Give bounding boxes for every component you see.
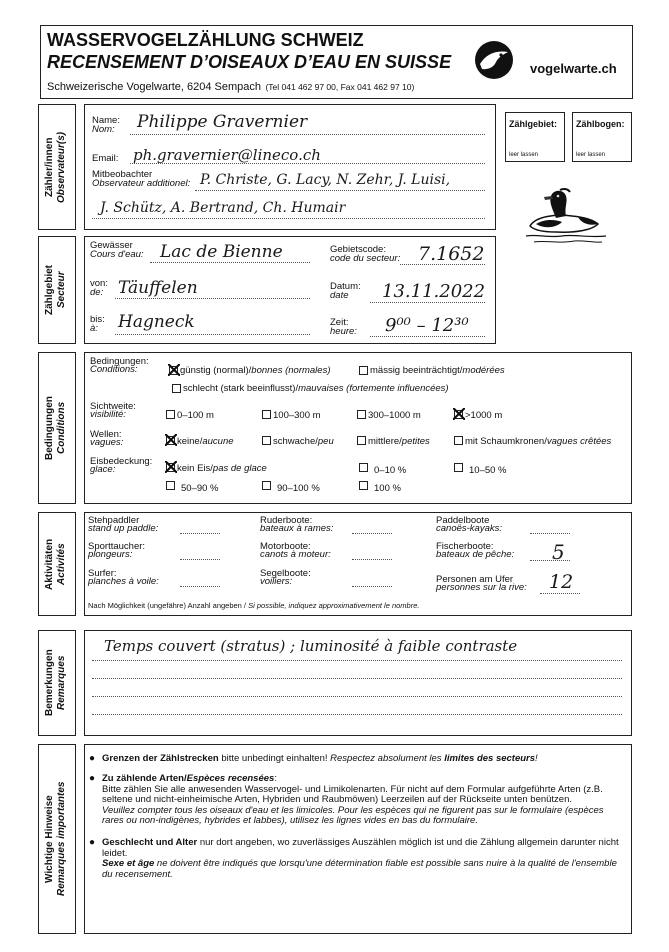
sector-side-fr: Secteur [56, 271, 67, 309]
zaehlgebiet-leer: leer lassen [509, 152, 539, 158]
remarks-line-4 [92, 714, 622, 715]
cond-bad-checkbox[interactable] [172, 384, 181, 393]
rowboats-label-de: Ruderboote: [260, 515, 313, 526]
cond-good-option [180, 366, 331, 376]
observer-side-de: Zähler/innen [44, 137, 55, 197]
organization-line [47, 77, 414, 95]
sailboats-line[interactable] [352, 586, 392, 587]
waves-medium-de: mittlere/ [368, 436, 402, 447]
sup-label-de: Stehpaddler [88, 515, 140, 526]
date-line [370, 302, 485, 303]
visibility-0-100-label: 0–100 m [177, 410, 214, 421]
sector-code-label-de: Gebietscode: [330, 244, 386, 255]
bullet-1-end: ! [535, 753, 538, 764]
visibility-0-100-checkbox[interactable] [166, 410, 175, 419]
motorboats-label-de: Motorboote: [260, 541, 311, 552]
divers-label-fr: plongeurs: [88, 549, 133, 560]
from-value[interactable]: Täuffelen [118, 278, 198, 298]
activities-side-fr: Activités [56, 543, 67, 585]
cond-good-de: günstig (normal)/ [180, 365, 252, 376]
remarks-line-1 [92, 660, 622, 661]
waves-weak-checkbox[interactable] [262, 436, 271, 445]
ice-none-checkbox[interactable] [166, 463, 175, 472]
sector-code-value[interactable]: 7.1652 [418, 243, 485, 265]
ice-0-10-label: 0–10 % [374, 465, 407, 476]
water-value[interactable]: Lac de Bienne [160, 242, 283, 262]
bullet-2-bold: Zu zählende Arten/ [102, 773, 187, 784]
zaehlbogen-leer: leer lassen [576, 152, 606, 158]
ice-0-10-checkbox[interactable] [359, 463, 368, 472]
ice-90-100-checkbox[interactable] [262, 481, 271, 490]
date-label-de: Datum: [330, 281, 361, 292]
waves-none-de: keine/ [177, 436, 203, 447]
motorboats-line[interactable] [352, 559, 392, 560]
rowboats-line[interactable] [352, 533, 392, 534]
important-side-fr: Remarques importantes [56, 781, 67, 897]
bullet-2-bold-italic: Espèces recensées [186, 773, 275, 784]
visibility-300-1000-checkbox[interactable] [357, 410, 366, 419]
cond-bad-de: schlecht (stark beeinflusst)/ [183, 383, 299, 394]
from-line [115, 298, 310, 299]
visibility-over-1000-checkbox[interactable] [454, 410, 463, 419]
conditions-side-label [44, 352, 70, 504]
email-label: Email: [92, 153, 119, 164]
cond-medium-checkbox[interactable] [359, 366, 368, 375]
to-line [115, 334, 310, 335]
divers-line[interactable] [180, 559, 220, 560]
additional-observer-value-2[interactable]: J. Schütz, A. Bertrand, Ch. Humair [100, 200, 346, 216]
sailboats-label-de: Segelboote: [260, 568, 311, 579]
ice-50-90-label: 50–90 % [181, 483, 219, 494]
ice-none-option [177, 464, 267, 474]
to-label-de: bis: [90, 314, 105, 325]
sector-code-label-fr: code du secteur: [330, 253, 401, 264]
waves-weak-de: schwache/ [273, 436, 318, 447]
waves-weak-option [273, 437, 334, 447]
paddleboats-label-fr: canoës-kayaks: [436, 523, 503, 534]
cond-medium-fr: modérées [462, 365, 505, 376]
bullet-2-fr: Veuillez compter tous les oiseaux d'eau et les limicoles. Pour les espèces qui ne figurent pas sur le formulaire (espèces rares ou non-indigènes, hybrides et labbes), utilisez les lignes vides en bas du formulaire. [102, 804, 604, 826]
ice-label-fr: glace: [90, 464, 116, 475]
observer-side-fr: Observateur(s) [56, 131, 67, 203]
ice-50-90-checkbox[interactable] [166, 481, 175, 490]
activities-note [88, 601, 419, 610]
to-value[interactable]: Hagneck [118, 312, 195, 332]
zaehlbogen-label: Zählbogen: [576, 119, 625, 129]
sup-line[interactable] [180, 533, 220, 534]
waves-none-checkbox[interactable] [166, 436, 175, 445]
important-side-de: Wichtige Hinweise [44, 795, 55, 883]
visibility-label-de: Sichtweite: [90, 401, 136, 412]
zaehlgebiet-label: Zählgebiet: [509, 119, 558, 129]
to-label-fr: à: [90, 323, 98, 334]
cond-medium-option [370, 366, 505, 376]
remarks-side-label [44, 630, 70, 736]
additional-observer-value-1[interactable]: P. Christe, G. Lacy, N. Zehr, J. Luisi, [200, 172, 451, 188]
remarks-text[interactable]: Temps couvert (stratus) ; luminosité à faible contraste [104, 637, 518, 655]
vogelwarte-logo [474, 40, 514, 80]
water-label-fr: Cours d'eau: [90, 249, 144, 260]
visibility-over-1000-label: >1000 m [465, 410, 503, 421]
time-label-fr: heure: [330, 326, 357, 337]
name-label-de: Name: [92, 115, 120, 126]
form-title-de: WASSERVOGELZÄHLUNG SCHWEIZ [47, 30, 364, 50]
bullet-1-italic-bold: limites des secteurs [444, 753, 536, 764]
paddleboats-line[interactable] [530, 533, 570, 534]
bullet-3-plain: nur dort angeben, wo zuverlässiges Auszählen möglich ist und die Zählung allgemein darunter nicht leidet. [102, 837, 619, 859]
activities-note-fr: Si possible, indiquez approximativement le nombre. [248, 601, 420, 610]
additional-observer-label-de: Mitbeobachter [92, 169, 153, 180]
additional-observer-line-1 [195, 190, 485, 191]
waves-weak-fr: peu [317, 436, 334, 447]
time-label-de: Zeit: [330, 317, 349, 328]
visibility-label-fr: visibilité: [90, 409, 126, 420]
name-value[interactable]: Philippe Gravernier [137, 112, 308, 132]
brand-name: vogelwarte.ch [530, 61, 617, 76]
waves-crests-checkbox[interactable] [454, 436, 463, 445]
divers-label-de: Sporttaucher: [88, 541, 146, 552]
surf-label-de: Surfer: [88, 568, 117, 579]
bird-logo-icon [474, 40, 514, 80]
surf-label-fr: planches à voile: [88, 576, 159, 587]
people-label-de: Personen am Ufer [436, 574, 514, 585]
bullet-2-text [102, 774, 622, 827]
activities-note-de: Nach Möglichkeit (ungefähre) Anzahl angeben / [88, 601, 247, 610]
from-label-fr: de: [90, 287, 104, 298]
cond-good-checkbox[interactable] [169, 366, 178, 375]
bullet-1-italic: Respectez absolument les [330, 753, 445, 764]
waves-medium-fr: petites [401, 436, 430, 447]
bullet-3-text [102, 838, 622, 880]
tufted-duck-icon [526, 186, 608, 248]
bullet-1-plain: bitte unbedingt einhalten! [218, 753, 331, 764]
bullet-2-de: Bitte zählen Sie alle anwesenden Wasservogel- und Limikolenarten. Für nicht auf dem Formular aufgeführte Arten (z.B. seltene und nicht-einheimische Arten, Hybriden und Raubmöwen) Leerzeilen auf der Rückseite unten benützen. [102, 783, 603, 805]
people-label-fr: personnes sur la rive: [436, 582, 527, 593]
cond-bad-option [183, 384, 449, 394]
people-value[interactable]: 12 [549, 571, 574, 593]
organization-name: Schweizerische Vogelwarte, 6204 Sempach [47, 81, 262, 93]
conditions-side-fr: Conditions [56, 401, 67, 455]
waves-label-de: Wellen: [90, 429, 122, 440]
remarks-side-fr: Remarques [56, 655, 67, 711]
fishingboats-label-fr: bateaux de pêche: [436, 549, 515, 560]
water-line [150, 262, 310, 263]
waves-medium-checkbox[interactable] [357, 436, 366, 445]
waves-crests-de: mit Schaumkronen/ [465, 436, 547, 447]
fishingboats-label-de: Fischerboote: [436, 541, 494, 552]
sector-side-label [44, 236, 70, 344]
ice-none-de: kein Eis/ [177, 463, 213, 474]
ice-10-50-checkbox[interactable] [454, 463, 463, 472]
additional-observer-label-fr: Observateur additionel: [92, 178, 191, 189]
cond-good-fr: bonnes (normales) [251, 365, 331, 376]
rowboats-label-fr: bateaux à rames: [260, 523, 334, 534]
visibility-100-300-checkbox[interactable] [262, 410, 271, 419]
people-line [540, 593, 580, 594]
important-side-label [44, 744, 70, 934]
date-label-fr: date [330, 290, 349, 301]
bullet-2-colon: : [274, 773, 277, 784]
time-line [370, 336, 485, 337]
waves-crests-fr: vagues crêtées [546, 436, 612, 447]
time-value[interactable]: 9⁰⁰ – 12³⁰ [385, 315, 469, 336]
waves-crests-option [465, 437, 611, 447]
bullet-3-dot: ● [89, 837, 96, 848]
ice-100-label: 100 % [374, 483, 401, 494]
bullet-2-dot: ● [89, 773, 96, 784]
fishingboats-value[interactable]: 5 [552, 540, 565, 564]
observer-side-label [44, 104, 70, 230]
bullet-3-italic-bold: Sexe et âge [102, 858, 155, 869]
bullet-1-bold: Grenzen der Zählstrecken [102, 753, 219, 764]
bullet-3-italic: ne doivent être indiqués que lorsqu'une détermination fiable est possible sans nuire à la qualité de l'ensemble du recensement. [102, 858, 617, 880]
ice-10-50-label: 10–50 % [469, 465, 507, 476]
bullet-1-text [102, 754, 622, 765]
bullet-3-bold: Geschlecht und Alter [102, 837, 198, 848]
form-title-fr: RECENSEMENT D’OISEAUX D’EAU EN SUISSE [47, 52, 452, 72]
organization-contact: (Tel 041 462 97 00, Fax 041 462 97 10) [265, 82, 415, 92]
motorboats-label-fr: canots à moteur: [260, 549, 331, 560]
water-label-de: Gewässer [90, 240, 133, 251]
cond-bad-fr: mauvaises (fortemente influencées) [298, 383, 449, 394]
cond-label-fr: Conditions: [90, 364, 138, 375]
date-value[interactable]: 13.11.2022 [382, 281, 486, 302]
activities-side-label [44, 512, 70, 616]
email-value[interactable]: ph.gravernier@lineco.ch [133, 146, 321, 164]
paddleboats-label-de: Paddelboote [436, 515, 490, 526]
sup-label-fr: stand up paddle: [88, 523, 159, 534]
visibility-300-1000-label: 300–1000 m [368, 410, 421, 421]
duck-illustration [526, 186, 608, 248]
remarks-side-de: Bemerkungen [44, 649, 55, 717]
name-label-fr: Nom: [92, 124, 115, 135]
waves-medium-option [368, 437, 430, 447]
sector-side-de: Zählgebiet [44, 265, 55, 316]
additional-observer-line-2 [92, 218, 485, 219]
sailboats-label-fr: voiliers: [260, 576, 293, 587]
from-label-de: von: [90, 278, 108, 289]
remarks-line-2 [92, 678, 622, 679]
waves-none-option [177, 437, 234, 447]
conditions-side-de: Bedingungen [44, 396, 55, 460]
remarks-line-3 [92, 696, 622, 697]
cond-label-de: Bedingungen: [90, 356, 149, 367]
ice-none-fr: pas de glace [212, 463, 267, 474]
ice-100-checkbox[interactable] [359, 481, 368, 490]
name-line [130, 134, 485, 135]
waves-label-fr: vagues: [90, 437, 124, 448]
cond-medium-de: mässig beeinträchtigt/ [370, 365, 463, 376]
visibility-100-300-label: 100–300 m [273, 410, 321, 421]
waves-none-fr: aucune [202, 436, 234, 447]
ice-label-de: Eisbedeckung: [90, 456, 153, 467]
ice-90-100-label: 90–100 % [277, 483, 320, 494]
surf-line[interactable] [180, 586, 220, 587]
bullet-1-dot: ● [89, 753, 96, 764]
activities-side-de: Aktivitäten [44, 538, 55, 590]
